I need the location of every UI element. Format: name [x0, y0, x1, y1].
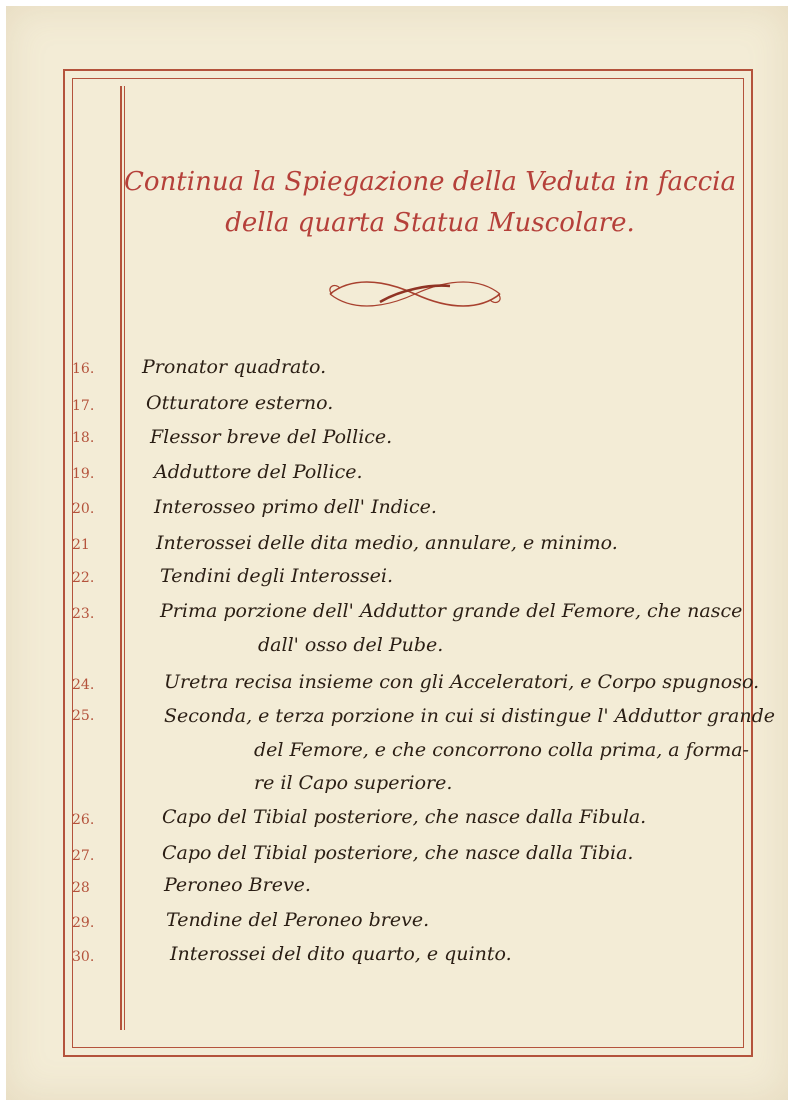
entry-text: Otturatore esterno. — [146, 392, 334, 414]
calligraphic-flourish — [320, 272, 510, 316]
entry-number: 26. — [72, 812, 95, 828]
entry-text: Flessor breve del Pollice. — [150, 426, 393, 448]
entry-number: 24. — [72, 677, 95, 693]
entry-number: 28 — [72, 880, 90, 896]
entry-number: 23. — [72, 606, 95, 622]
entry-text: re il Capo superiore. — [254, 772, 453, 794]
entry-number: 21 — [72, 537, 90, 553]
entry-number: 19. — [72, 466, 95, 482]
entry-number: 27. — [72, 848, 95, 864]
margin-rule — [120, 86, 122, 1030]
entry-text: Seconda, e terza porzione in cui si distingue l' Adduttor grande — [164, 705, 776, 727]
entry-text: Uretra recisa insieme con gli Acceleratori, e Corpo spugnoso. — [164, 671, 760, 693]
entry-text: Capo del Tibial posteriore, che nasce dalla Fibula. — [162, 806, 647, 828]
entry-number: 25. — [72, 708, 95, 724]
entry-text: dall' osso del Pube. — [258, 634, 444, 656]
entry-text: Tendine del Peroneo breve. — [166, 909, 430, 931]
entry-text: Interossei del dito quarto, e quinto. — [170, 943, 512, 965]
entry-number: 16. — [72, 361, 95, 377]
page-title-line-1: Continua la Spiegazione della Veduta in faccia — [124, 167, 736, 197]
entry-text: Prima porzione dell' Adduttor grande del Femore, che nasce — [160, 600, 743, 622]
entry-number: 22. — [72, 570, 95, 586]
entry-text: Peroneo Breve. — [164, 874, 311, 896]
entry-number: 17. — [72, 398, 95, 414]
entry-number: 20. — [72, 501, 95, 517]
entry-text: del Femore, e che concorrono colla prima, a forma- — [254, 739, 749, 761]
entry-number: 30. — [72, 949, 95, 965]
entry-text: Interossei delle dita medio, annulare, e minimo. — [156, 532, 618, 554]
page-title-line-2: della quarta Statua Muscolare. — [225, 208, 635, 238]
entry-text: Capo del Tibial posteriore, che nasce dalla Tibia. — [162, 842, 634, 864]
entry-text: Pronator quadrato. — [142, 356, 327, 378]
entry-text: Tendini degli Interossei. — [160, 565, 394, 587]
entry-text: Interosseo primo dell' Indice. — [154, 496, 437, 518]
entry-text: Adduttore del Pollice. — [154, 461, 363, 483]
entry-number: 18. — [72, 430, 95, 446]
entry-number: 29. — [72, 915, 95, 931]
